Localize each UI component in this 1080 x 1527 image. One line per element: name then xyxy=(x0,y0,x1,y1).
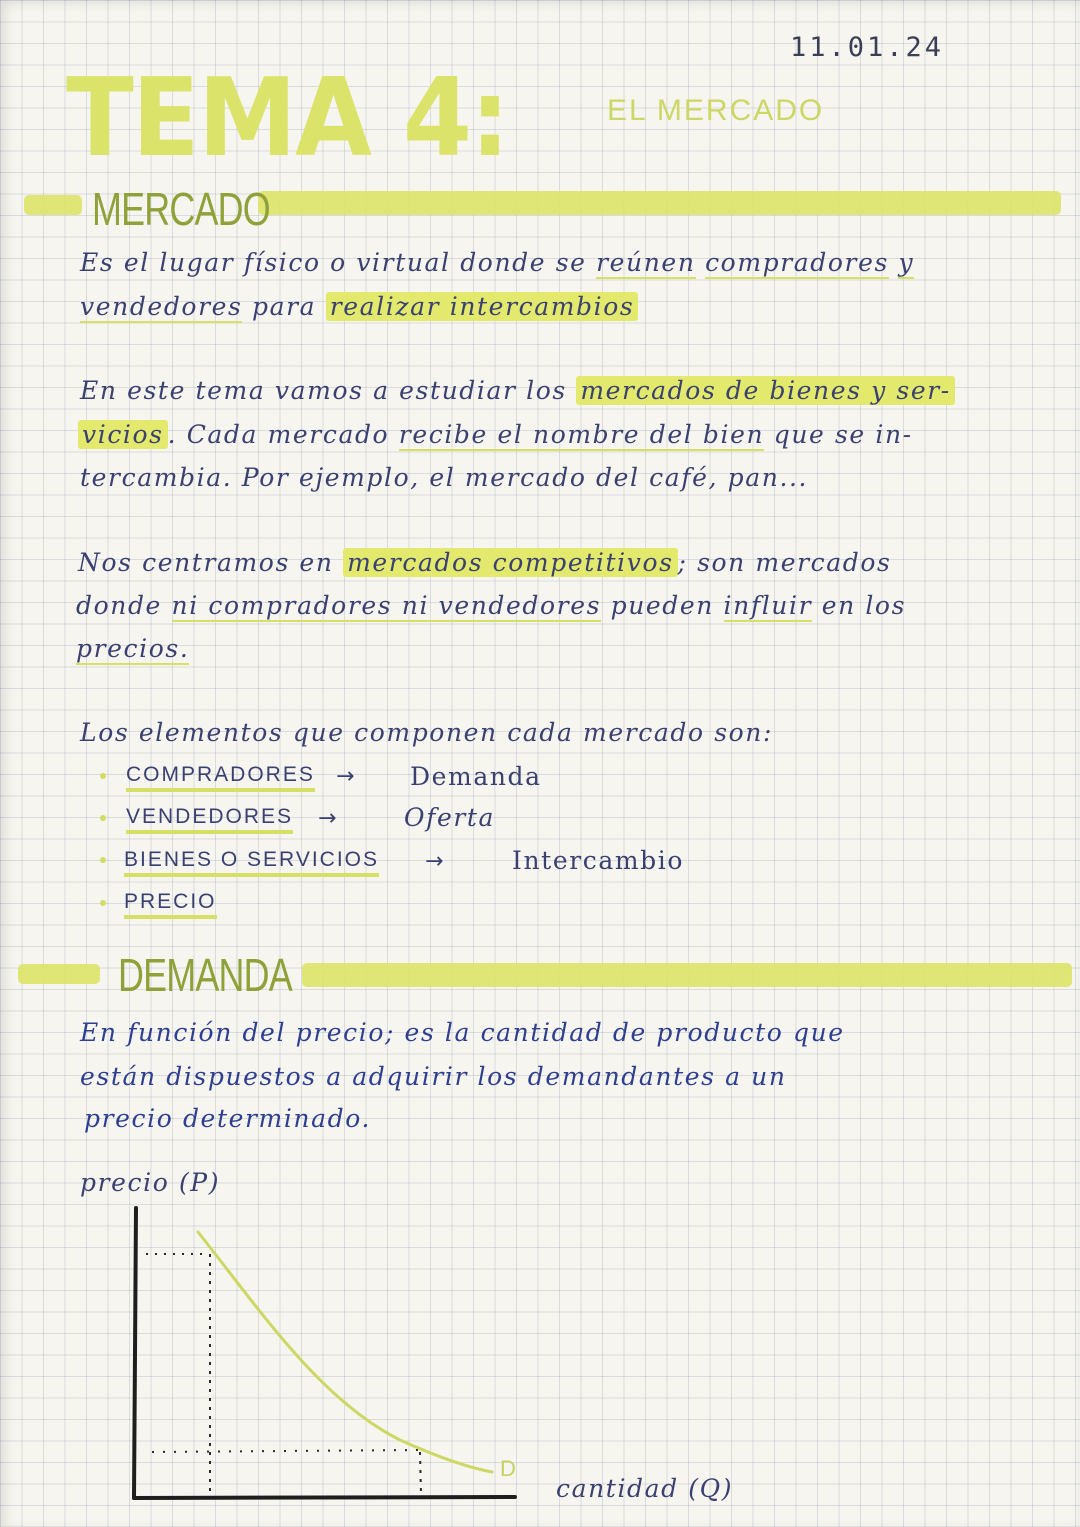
guide-low-price xyxy=(152,1450,418,1452)
element-result-intercambio: Intercambio xyxy=(512,846,685,875)
arrow-icon: → xyxy=(318,806,334,831)
text-segment: para xyxy=(252,292,317,321)
demanda-definition-line-3: precio determinado. xyxy=(84,1104,372,1133)
graph-y-axis-label: precio (P) xyxy=(80,1168,221,1197)
text-segment: pueden xyxy=(610,591,714,620)
text-segment: que se in- xyxy=(773,420,913,449)
text-segment: donde xyxy=(76,591,162,620)
underlined-term: influir xyxy=(723,591,813,620)
text-segment: tercambia. Por ejemplo, el mercado del café, pan... xyxy=(80,463,809,492)
underlined-term: compradores xyxy=(705,248,889,277)
text-segment: ; son mercados xyxy=(677,548,892,577)
graph-x-axis-label: cantidad (Q) xyxy=(556,1474,734,1503)
date: 11.01.24 xyxy=(790,32,945,63)
graph-y-axis xyxy=(134,1208,136,1498)
page-subtitle: EL MERCADO xyxy=(607,94,825,127)
graph-x-axis xyxy=(134,1497,515,1498)
underlined-term: reúnen xyxy=(596,248,696,277)
highlighted-term: mercados de bienes y ser- xyxy=(576,376,955,405)
text-segment: . Cada mercado xyxy=(167,420,390,449)
underlined-term: recibe el nombre del bien xyxy=(398,420,765,449)
element-label-precio: PRECIO xyxy=(124,890,217,919)
arrow-icon: → xyxy=(336,764,352,789)
section-heading-demanda: DEMANDA xyxy=(118,949,292,1001)
element-label-compradores: COMPRADORES xyxy=(126,763,315,792)
text-segment: Nos centramos en xyxy=(78,548,334,577)
underlined-term: vendedores xyxy=(80,292,243,321)
demanda-definition-line-1: En función del precio; es la cantidad de producto que xyxy=(80,1018,845,1047)
element-result-demanda: Demanda xyxy=(410,762,542,791)
section-heading-mercado: MERCADO xyxy=(92,183,270,235)
underlined-term: ni compradores ni vendedores xyxy=(171,591,602,620)
underlined-term: precios. xyxy=(76,634,190,663)
element-label-vendedores: VENDEDORES xyxy=(126,805,293,834)
text-segment: en los xyxy=(821,591,907,620)
page-title: TEMA 4: xyxy=(66,56,509,181)
element-label-bienes-o-servicios: BIENES O SERVICIOS xyxy=(124,848,379,877)
guide-low-quantity xyxy=(420,1452,421,1494)
demand-curve-label: D xyxy=(500,1456,516,1481)
highlighted-term: vicios xyxy=(78,420,168,449)
highlighted-term: mercados competitivos xyxy=(343,548,677,577)
demand-curve xyxy=(198,1232,492,1472)
demanda-definition-line-2: están dispuestos a adquirir los demandantes a un xyxy=(80,1062,787,1091)
text-segment: y xyxy=(898,248,915,277)
elements-intro: Los elementos que componen cada mercado son: xyxy=(80,718,774,747)
text-segment: En este tema vamos a estudiar los xyxy=(80,376,567,405)
highlighted-term: realizar intercambios xyxy=(326,292,639,321)
element-result-oferta: Oferta xyxy=(404,803,496,832)
arrow-icon: → xyxy=(425,849,441,874)
text-segment: Es el lugar físico o virtual donde se xyxy=(80,248,587,277)
